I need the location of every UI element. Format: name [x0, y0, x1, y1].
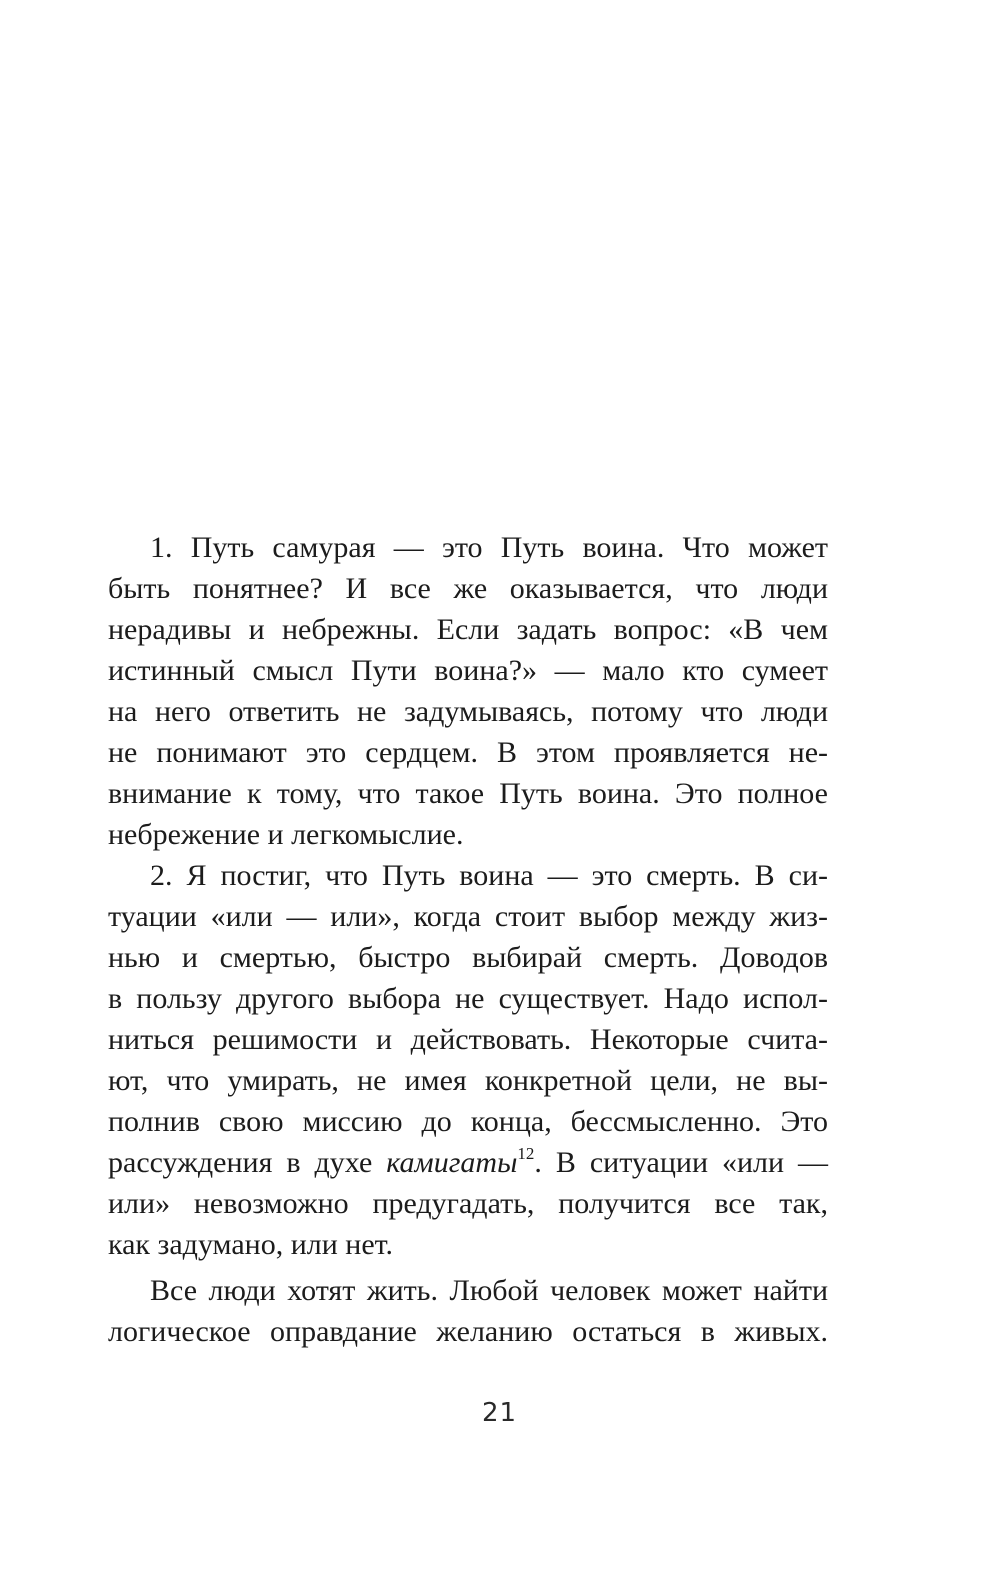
p1-line-2: быть понятнее? И все же оказывается, что люди — [108, 572, 828, 605]
p2-line-3: нью и смертью, быстро выбирай смерть. Доводов — [108, 941, 828, 974]
italic-term: камигаты — [386, 1146, 518, 1179]
p1-line-5: на него ответить не задумываясь, потому что люди — [108, 695, 828, 728]
p1-line-8: небрежение и легкомыслие. — [108, 818, 464, 851]
footnote-ref: 12 — [517, 1144, 535, 1163]
page-number: 21 — [481, 1398, 518, 1428]
p1-line-7: внимание к тому, что такое Путь воина. Это полное — [108, 777, 828, 810]
p2-line-10: как задумано, или нет. — [108, 1228, 393, 1261]
p1-line-1: 1. Путь самурая — это Путь воина. Что может — [150, 531, 828, 564]
p2-line-8-after: . В ситуации «или — — [534, 1146, 828, 1179]
p2-line-7: полнив свою миссию до конца, бессмысленно. Это — [108, 1105, 828, 1138]
p1-line-6: не понимают это сердцем. В этом проявляется не- — [108, 736, 828, 769]
p1-line-3: нерадивы и небрежны. Если задать вопрос: «В чем — [108, 613, 828, 646]
body-text — [108, 527, 828, 1352]
p2-line-9: или» невозможно предугадать, получится все так, — [108, 1187, 828, 1220]
p2-line-6: ют, что умирать, не имея конкретной цели, не вы- — [108, 1064, 828, 1097]
p2-line-4: в пользу другого выбора не существует. Надо испол- — [108, 982, 828, 1015]
p2-line-8-before: рассуждения в духе — [108, 1146, 387, 1179]
p2-line-8 — [108, 1142, 828, 1183]
p2-line-2: туации «или — или», когда стоит выбор между жиз- — [108, 900, 828, 933]
p1-line-4: истинный смысл Пути воина?» — мало кто сумеет — [108, 654, 828, 687]
p2-line-1: 2. Я постиг, что Путь воина — это смерть. В си- — [150, 859, 828, 892]
p2-line-5: ниться решимости и действовать. Некоторые счита- — [108, 1023, 828, 1056]
p3-line-1: Все люди хотят жить. Любой человек может найти — [150, 1274, 828, 1307]
p3-line-2: логическое оправдание желанию остаться в живых. — [108, 1315, 828, 1348]
